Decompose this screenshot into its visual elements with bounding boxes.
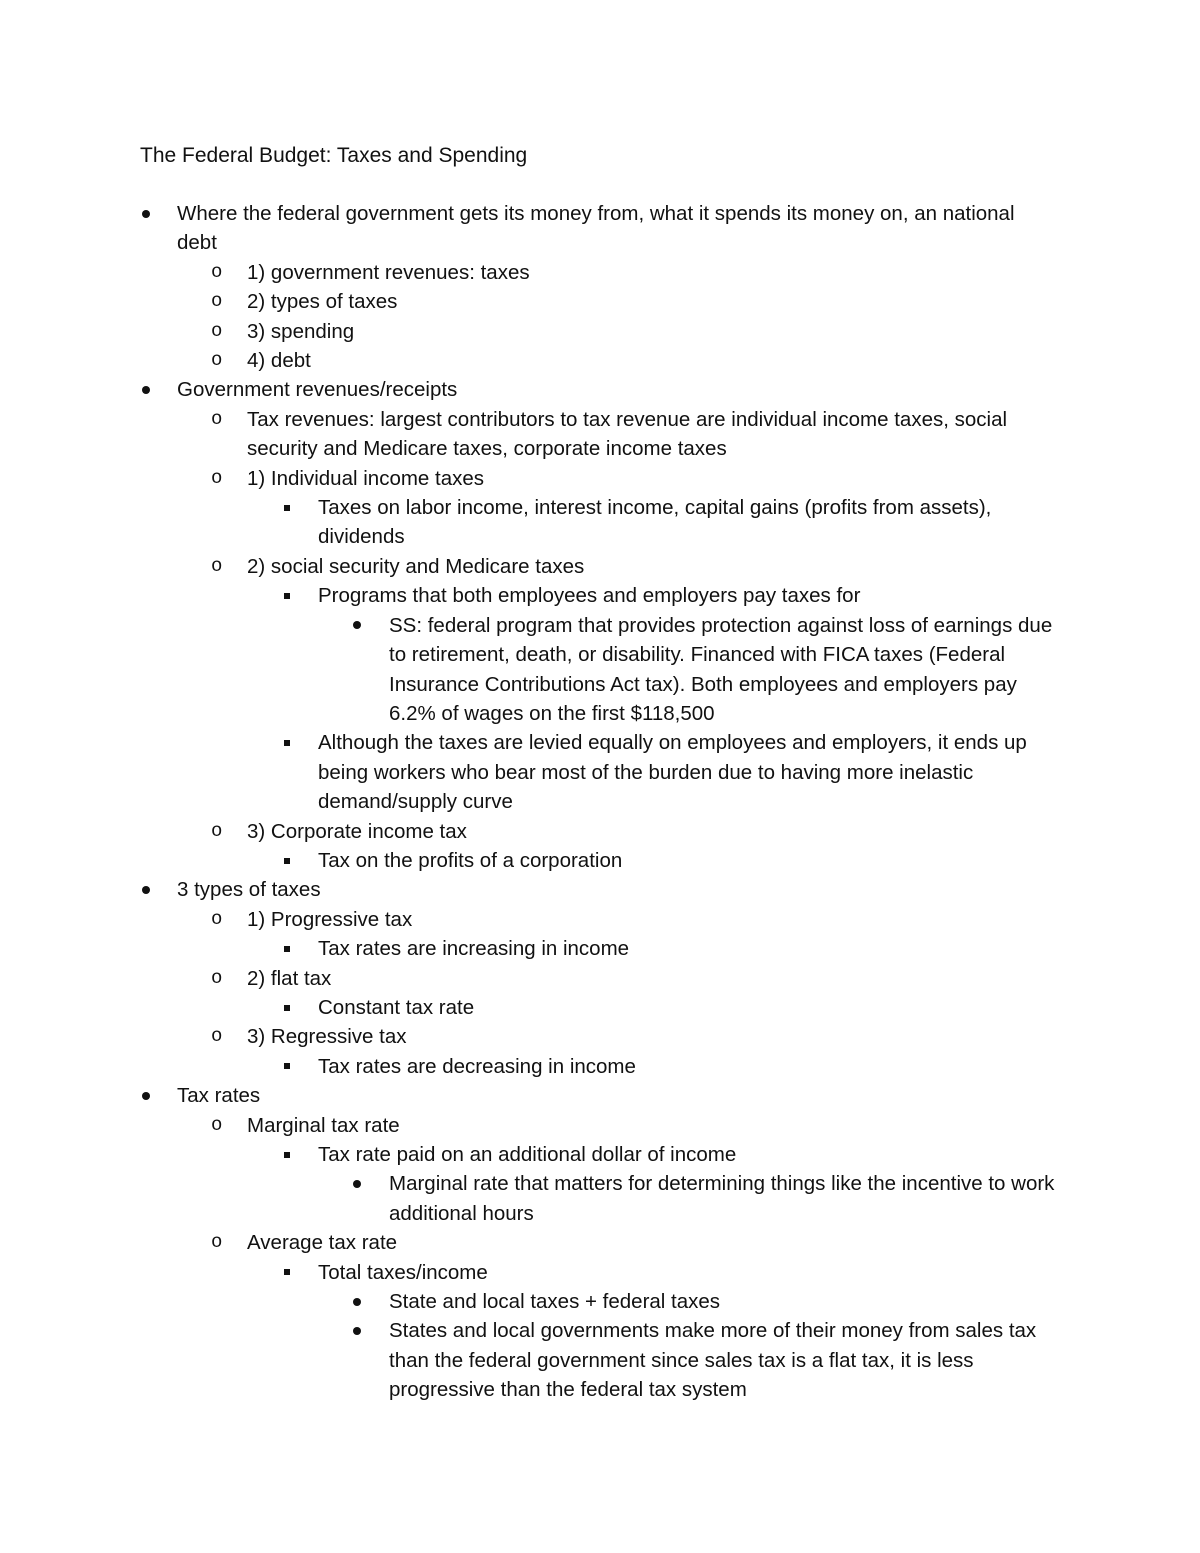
bullet-square-icon: [284, 493, 290, 522]
bullet-circle-icon: o: [211, 407, 223, 430]
outline-item-level-2: [0, 317, 1200, 346]
outline-item-text: Marginal rate that matters for determining things like the incentive to work additional hours: [389, 1172, 1055, 1225]
bullet-circle-icon: o: [211, 1113, 223, 1136]
outline-item-level-4: [0, 611, 1200, 729]
outline-item-level-3: [0, 581, 1200, 610]
bullet-disc-icon: [142, 375, 150, 404]
outline-list: [0, 199, 1200, 1405]
outline-item-level-2: [0, 258, 1200, 287]
bullet-square-icon: [284, 581, 290, 610]
bullet-circle-icon: o: [211, 466, 223, 489]
bullet-square-icon: [284, 1152, 290, 1158]
outline-item-text: Where the federal government gets its money from, what it spends its money on, an national debt: [177, 202, 1015, 255]
outline-item-level-2: [0, 287, 1200, 316]
bullet-square-icon: [284, 846, 290, 875]
bullet-circle-icon: [211, 464, 222, 493]
bullet-square-icon: [284, 934, 290, 963]
bullet-disc-icon: [353, 611, 361, 640]
bullet-disc-icon: [353, 1316, 361, 1345]
bullet-circle-icon: [211, 258, 222, 287]
bullet-circle-icon: o: [211, 319, 223, 342]
bullet-square-icon: [284, 593, 290, 599]
outline-item-text: 3) Regressive tax: [247, 1025, 407, 1049]
bullet-disc-icon: [353, 621, 361, 629]
bullet-circle-icon: [211, 905, 222, 934]
bullet-circle-icon: o: [211, 1231, 223, 1254]
bullet-square-icon: [284, 1140, 290, 1169]
bullet-disc-icon: [142, 199, 150, 228]
outline-item-text: Average tax rate: [247, 1231, 398, 1255]
bullet-square-icon: [284, 505, 290, 511]
bullet-circle-icon: [211, 1228, 222, 1257]
bullet-circle-icon: [211, 405, 222, 434]
outline-item-level-3: [0, 846, 1200, 875]
bullet-disc-icon: [353, 1180, 361, 1188]
bullet-circle-icon: o: [211, 554, 223, 577]
outline-item-level-3: [0, 1258, 1200, 1287]
outline-item-text: Tax rate paid on an additional dollar of income: [318, 1143, 737, 1166]
outline-item-text: 1) Progressive tax: [247, 907, 413, 931]
outline-item-text: 1) Individual income taxes: [247, 466, 485, 490]
outline-item-level-4: [0, 1316, 1200, 1404]
outline-item-level-4: [0, 1287, 1200, 1316]
outline-item-level-3: [0, 728, 1200, 816]
outline-item-text: Marginal tax rate: [247, 1113, 400, 1137]
bullet-disc-icon: [142, 886, 150, 894]
bullet-square-icon: [284, 993, 290, 1022]
bullet-circle-icon: [211, 317, 222, 346]
bullet-circle-icon: [211, 346, 222, 375]
outline-item-text: Tax rates are increasing in income: [318, 937, 630, 961]
outline-item-text: 2) flat tax: [247, 966, 332, 990]
outline-item-level-2: [0, 1022, 1200, 1051]
outline-item-level-3: [0, 934, 1200, 963]
outline-item-text: SS: federal program that provides protection against loss of earnings due to retirement, death, or disability. Financed with FICA taxes (Federal Insurance Contributions Act tax). Both employees and employers pay 6.2% of wages on the first $118,500: [389, 613, 1053, 725]
outline-item-text: State and local taxes + federal taxes: [389, 1290, 721, 1314]
outline-item-text: Programs that both employees and employers pay taxes for: [318, 584, 861, 608]
bullet-disc-icon: [353, 1287, 361, 1316]
outline-item-level-3: [0, 1140, 1200, 1169]
bullet-circle-icon: [211, 1022, 222, 1051]
bullet-circle-icon: o: [211, 907, 223, 930]
bullet-disc-icon: [353, 1327, 361, 1335]
outline-item-level-1: [0, 375, 1200, 404]
outline-item-level-1: [0, 875, 1200, 904]
document-title: The Federal Budget: Taxes and Spending: [140, 144, 528, 167]
outline-item-text: Total taxes/income: [318, 1260, 488, 1284]
bullet-circle-icon: [211, 287, 222, 316]
bullet-disc-icon: [142, 875, 150, 904]
outline-item-text: 2) social security and Medicare taxes: [247, 554, 585, 578]
outline-item-text: 3 types of taxes: [177, 878, 321, 902]
outline-item-level-2: [0, 552, 1200, 581]
bullet-circle-icon: o: [211, 819, 223, 842]
bullet-square-icon: [284, 728, 290, 757]
outline-item-level-1: [0, 199, 1200, 258]
bullet-circle-icon: o: [211, 1025, 223, 1048]
outline-item-text: States and local governments make more of their money from sales tax than the federal government since sales tax is a flat tax, it is less progressive than the federal tax system: [389, 1319, 1037, 1402]
bullet-circle-icon: o: [211, 966, 223, 989]
bullet-square-icon: [284, 1258, 290, 1287]
bullet-square-icon: [284, 1063, 290, 1069]
outline-item-level-2: [0, 346, 1200, 375]
bullet-square-icon: [284, 1269, 290, 1275]
outline-item-level-2: [0, 964, 1200, 993]
outline-item-level-4: [0, 1169, 1200, 1228]
outline-item-level-3: [0, 1052, 1200, 1081]
outline-item-text: Constant tax rate: [318, 995, 475, 1019]
bullet-square-icon: [284, 1052, 290, 1081]
outline-item-text: Taxes on labor income, interest income, capital gains (profits from assets), dividends: [318, 496, 992, 549]
outline-item-level-2: [0, 905, 1200, 934]
outline-item-text: 4) debt: [247, 349, 311, 373]
bullet-circle-icon: [211, 964, 222, 993]
outline-item-text: Tax revenues: largest contributors to tax revenue are individual income taxes, social security and Medicare taxes, corporate income taxes: [247, 407, 1008, 461]
outline-item-level-2: [0, 464, 1200, 493]
bullet-disc-icon: [142, 210, 150, 218]
bullet-disc-icon: [142, 1092, 150, 1100]
outline-item-text: Tax rates are decreasing in income: [318, 1054, 636, 1078]
bullet-square-icon: [284, 1005, 290, 1011]
outline-item-text: 2) types of taxes: [247, 290, 398, 314]
outline-item-text: 3) spending: [247, 319, 355, 343]
bullet-circle-icon: [211, 1111, 222, 1140]
outline-item-text: Government revenues/receipts: [177, 378, 458, 402]
bullet-circle-icon: [211, 552, 222, 581]
outline-item-level-2: [0, 1228, 1200, 1257]
bullet-circle-icon: o: [211, 290, 223, 313]
outline-item-level-1: [0, 1081, 1200, 1110]
bullet-circle-icon: o: [211, 260, 223, 283]
outline-item-text: Tax on the profits of a corporation: [318, 848, 623, 872]
bullet-circle-icon: [211, 817, 222, 846]
bullet-disc-icon: [353, 1298, 361, 1306]
outline-item-level-2: [0, 817, 1200, 846]
outline-item-level-2: [0, 1111, 1200, 1140]
outline-item-text: 1) government revenues: taxes: [247, 260, 530, 284]
outline-item-text: Although the taxes are levied equally on employees and employers, it ends up being workers who bear most of the burden due to having more inelastic demand/supply curve: [318, 731, 1027, 814]
outline-item-level-2: [0, 405, 1200, 464]
outline-item-level-3: [0, 993, 1200, 1022]
bullet-disc-icon: [142, 1081, 150, 1110]
outline-item-text: 3) Corporate income tax: [247, 819, 467, 843]
bullet-square-icon: [284, 858, 290, 864]
bullet-circle-icon: o: [211, 349, 223, 372]
outline-item-level-3: [0, 493, 1200, 552]
bullet-disc-icon: [353, 1169, 361, 1198]
bullet-disc-icon: [142, 386, 150, 394]
bullet-square-icon: [284, 946, 290, 952]
bullet-square-icon: [284, 740, 290, 746]
outline-item-text: Tax rates: [177, 1084, 261, 1108]
